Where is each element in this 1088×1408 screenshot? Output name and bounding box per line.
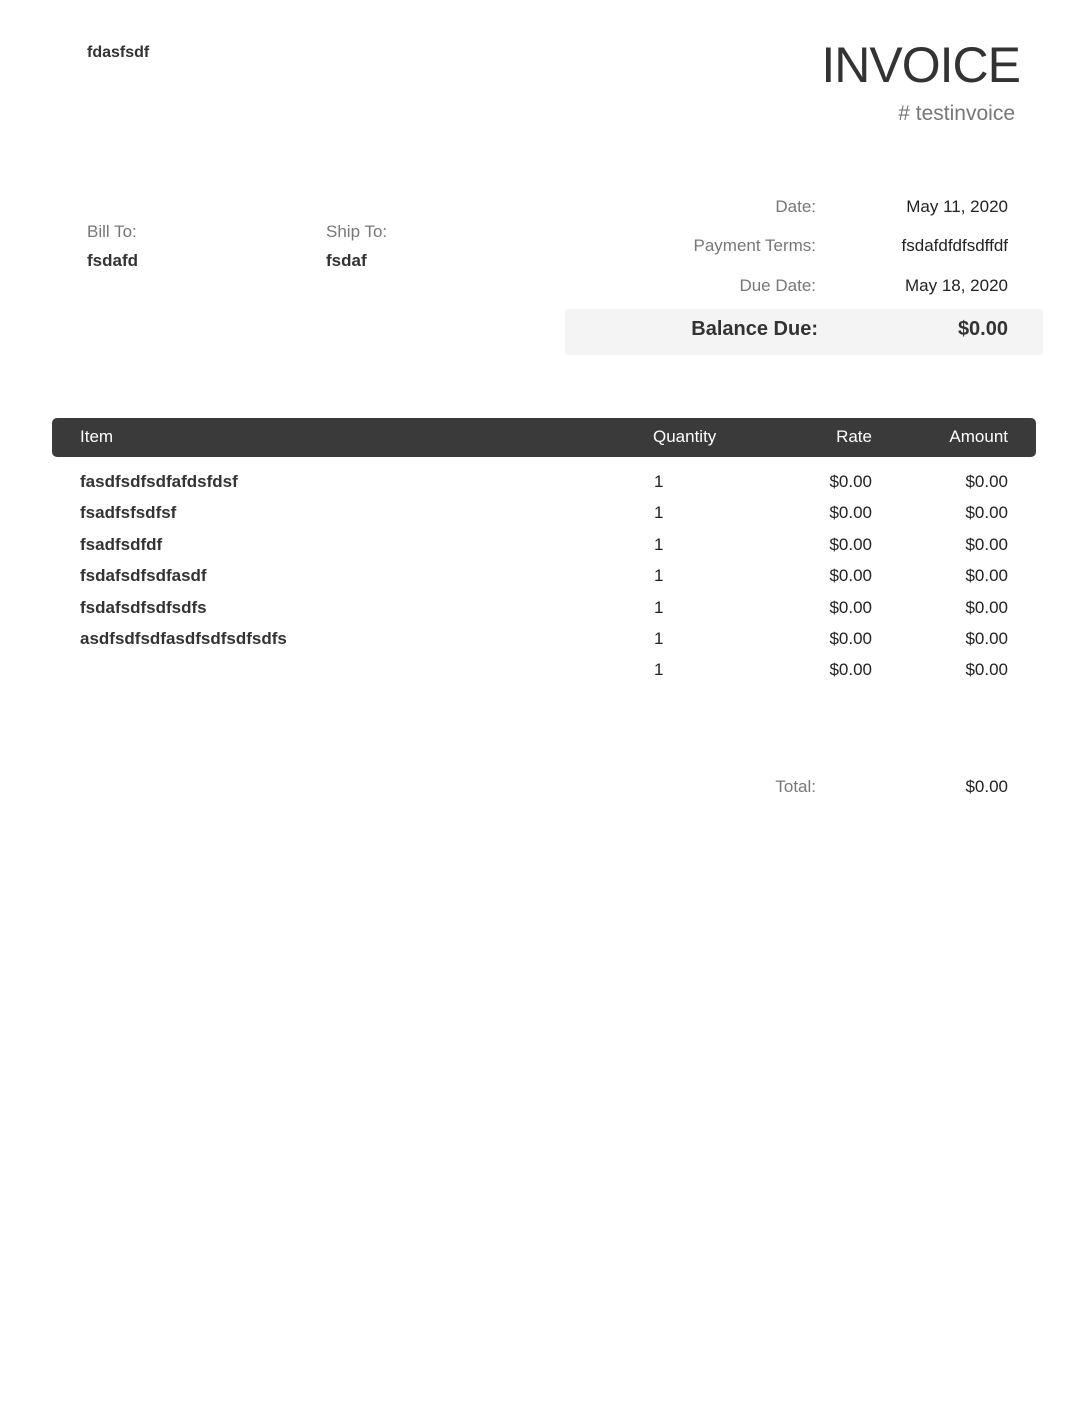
- ship-to-label: Ship To:: [326, 222, 388, 241]
- item-quantity: 1: [654, 628, 664, 648]
- date-label: Date:: [775, 197, 816, 216]
- header-rate: Rate: [836, 427, 872, 446]
- total-label: Total:: [775, 777, 816, 796]
- items-table-body: [52, 466, 1036, 686]
- payment-terms-label: Payment Terms:: [693, 236, 816, 255]
- table-row: [52, 466, 1036, 497]
- invoice-number: # testinvoice: [898, 102, 1015, 125]
- bill-to-value: fsdafd: [87, 251, 138, 270]
- item-quantity: 1: [654, 660, 664, 680]
- header-item: Item: [80, 427, 114, 446]
- company-name: fdasfsdf: [87, 44, 150, 61]
- item-name: fsadfsfsdfsf: [80, 503, 177, 523]
- header-quantity: Quantity: [653, 427, 717, 446]
- table-row: [52, 560, 1036, 591]
- item-amount: $0.00: [965, 534, 1008, 554]
- item-quantity: 1: [654, 503, 664, 523]
- item-rate: $0.00: [829, 597, 872, 617]
- bill-to-label: Bill To:: [87, 222, 137, 241]
- item-amount: $0.00: [965, 472, 1008, 491]
- invoice-title: INVOICE: [821, 37, 1020, 93]
- date-value: May 11, 2020: [906, 197, 1008, 216]
- table-row: [52, 497, 1036, 528]
- item-name: fasdfsdfsdfafdsfdsf: [80, 472, 238, 491]
- item-rate: $0.00: [829, 472, 872, 491]
- total-value: $0.00: [965, 777, 1008, 796]
- header-amount: Amount: [949, 427, 1008, 446]
- item-amount: $0.00: [965, 597, 1008, 617]
- table-row: [52, 654, 1036, 685]
- item-name: fsdafsdfsdfsdfs: [80, 597, 207, 617]
- items-table-header: [52, 418, 1036, 457]
- balance-due-label: Balance Due:: [691, 318, 818, 340]
- item-rate: $0.00: [829, 566, 872, 586]
- item-amount: $0.00: [965, 503, 1008, 523]
- table-row: [52, 623, 1036, 654]
- item-amount: $0.00: [965, 660, 1008, 680]
- total-row: [565, 777, 1008, 801]
- ship-to-value: fsdaf: [326, 251, 367, 270]
- table-row: [52, 529, 1036, 560]
- table-row: [52, 592, 1036, 623]
- item-amount: $0.00: [965, 628, 1008, 648]
- due-date-value: May 18, 2020: [904, 276, 1008, 295]
- item-rate: $0.00: [829, 628, 872, 648]
- item-rate: $0.00: [829, 660, 872, 680]
- item-name: asdfsdfsdfasdfsdfsdfsdfs: [80, 628, 287, 648]
- item-amount: $0.00: [965, 566, 1008, 586]
- balance-due-value: $0.00: [957, 318, 1008, 340]
- meta-row-due-date: [565, 276, 1008, 300]
- item-quantity: 1: [654, 566, 664, 586]
- due-date-label: Due Date:: [739, 276, 816, 295]
- item-quantity: 1: [654, 472, 664, 491]
- meta-row-payment-terms: [565, 236, 1008, 260]
- balance-due-box: [565, 309, 1043, 355]
- item-quantity: 1: [654, 597, 664, 617]
- item-name: fsdafsdfsdfasdf: [80, 566, 207, 586]
- item-name: fsadfsdfdf: [80, 534, 163, 554]
- item-rate: $0.00: [829, 503, 872, 523]
- meta-row-date: [565, 197, 1008, 221]
- item-rate: $0.00: [829, 534, 872, 554]
- payment-terms-value: fsdafdfdfsdffdf: [901, 236, 1008, 255]
- item-quantity: 1: [654, 534, 664, 554]
